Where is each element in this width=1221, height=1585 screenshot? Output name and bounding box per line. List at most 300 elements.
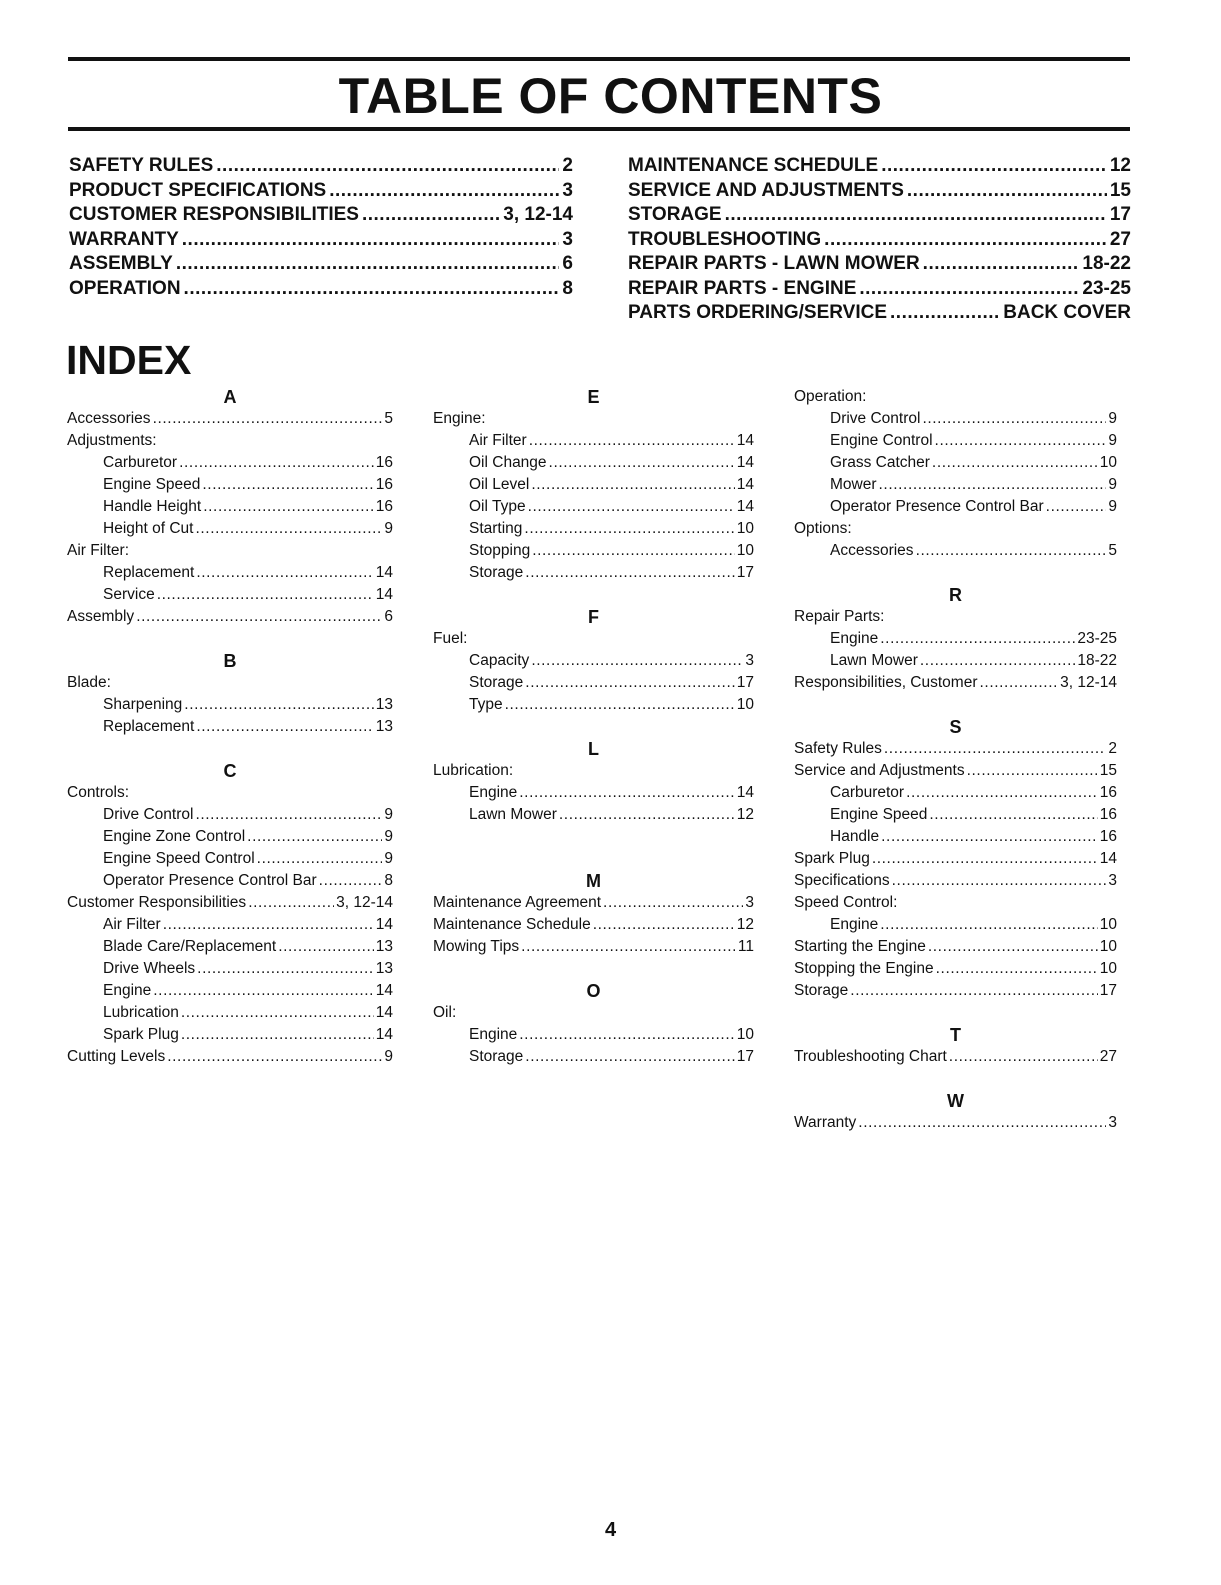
index-subentry: [433, 650, 754, 672]
dot-leader: [519, 1024, 734, 1046]
index-entry-page: 14: [1099, 850, 1117, 867]
index-letter-heading: T: [950, 1025, 961, 1045]
index-entry-page: 10: [1099, 960, 1117, 977]
dot-leader: [949, 1046, 1098, 1068]
dot-leader: [725, 204, 1107, 226]
toc-entry-page: 6: [562, 253, 573, 274]
index-entry-label: Stopping the Engine: [794, 960, 934, 977]
index-subentry: [433, 694, 754, 716]
index-subentry: [67, 804, 393, 826]
index-entry-label: Mowing Tips: [433, 938, 520, 955]
index-group-heading: Speed Control:: [794, 894, 898, 911]
dot-leader: [559, 804, 735, 826]
dot-leader: [329, 180, 559, 202]
index-entry: [794, 760, 1117, 782]
index-entry-page: 13: [375, 696, 393, 713]
toc-entry-page: 2: [562, 155, 573, 176]
dot-leader: [184, 278, 560, 300]
index-letter-heading: B: [223, 651, 237, 671]
dot-leader: [247, 826, 382, 848]
index-entry-label: Engine: [469, 784, 518, 801]
index-group-heading: Fuel:: [433, 630, 468, 647]
index-subentry: [67, 584, 393, 606]
index-entry-label: Lubrication: [103, 1004, 179, 1021]
dot-leader: [603, 892, 743, 914]
index-entry-page: 14: [375, 1004, 393, 1021]
index-entry: [794, 958, 1117, 980]
index-entry-label: Engine Zone Control: [103, 828, 246, 845]
index-entry-label: Accessories: [67, 410, 151, 427]
index-entry-label: Capacity: [469, 652, 530, 669]
index-entry-page: 14: [375, 982, 393, 999]
index-entry-label: Air Filter: [103, 916, 161, 933]
index-entry-label: Handle Height: [103, 498, 202, 515]
dot-leader: [920, 650, 1075, 672]
index-entry-label: Drive Control: [830, 410, 921, 427]
dot-leader: [136, 606, 382, 628]
index-entry-label: Maintenance Schedule: [433, 916, 591, 933]
toc-entry-page: 3: [562, 228, 573, 250]
index-entry-label: Oil Change: [469, 454, 547, 471]
index-subentry: [433, 540, 754, 562]
index-entry: [794, 870, 1117, 892]
index-subentry: [794, 804, 1117, 826]
index-entry-page: 16: [375, 454, 393, 471]
toc-entry-label: SERVICE AND ADJUSTMENTS: [628, 179, 904, 201]
index-subentry: [67, 826, 393, 848]
index-group-heading: Lubrication:: [433, 762, 514, 779]
index-entry-label: Replacement: [103, 718, 195, 735]
toc-entry-label: TROUBLESHOOTING: [628, 228, 822, 250]
index-group-heading: Repair Parts:: [794, 608, 885, 625]
index-entry-page: 14: [375, 586, 393, 603]
index-subentry: [67, 562, 393, 584]
index-spacer: [433, 584, 754, 606]
index-entry-page: 16: [375, 498, 393, 515]
toc-entry-page: 8: [562, 277, 573, 299]
index-subentry: [794, 496, 1117, 518]
index-entry: [67, 892, 393, 914]
index-entry-page: 3: [745, 894, 754, 911]
index-letter-heading: S: [949, 717, 962, 737]
index-entry-page: 14: [736, 476, 754, 493]
index-entry-label: Specifications: [794, 872, 890, 889]
dot-leader: [196, 562, 373, 584]
toc-right-column: [628, 155, 1131, 327]
index-column-3: [794, 386, 1117, 1134]
index-entry-label: Blade Care/Replacement: [103, 938, 277, 955]
index-spacer: [433, 826, 754, 848]
dot-leader: [248, 892, 334, 914]
index-entry-label: Air Filter: [469, 432, 527, 449]
index-entry-label: Engine: [103, 982, 152, 999]
index-entry-label: Maintenance Agreement: [433, 894, 602, 911]
index-entry-page: 13: [375, 938, 393, 955]
index-entry-page: 11: [737, 938, 754, 955]
index-subentry: [433, 562, 754, 584]
index-entry-label: Lawn Mower: [469, 806, 557, 823]
index-entry-page: 13: [375, 718, 393, 735]
index-spacer: [794, 1002, 1117, 1024]
index-subentry: [794, 826, 1117, 848]
index-entry-label: Storage: [469, 564, 524, 581]
dot-leader: [923, 253, 1080, 275]
index-entry: [794, 672, 1117, 694]
dot-leader: [157, 584, 374, 606]
index-entry-label: Service and Adjustments: [794, 762, 965, 779]
index-entry-label: Responsibilities, Customer: [794, 674, 978, 691]
index-letter-heading: F: [588, 607, 599, 627]
index-entry-label: Mower: [830, 476, 877, 493]
dot-leader: [524, 518, 734, 540]
index-entry-page: 14: [375, 916, 393, 933]
index-subentry: [67, 1002, 393, 1024]
index-entry-page: 5: [1108, 542, 1117, 559]
index-spacer: [794, 694, 1117, 716]
index-entry-page: 9: [1108, 432, 1117, 449]
index-entry-label: Service: [103, 586, 155, 603]
index-entry-label: Accessories: [830, 542, 914, 559]
dot-leader: [890, 302, 1000, 324]
dot-leader: [922, 408, 1106, 430]
index-entry-label: Replacement: [103, 564, 195, 581]
index-entry-label: Operator Presence Control Bar: [830, 498, 1044, 515]
index-subentry: [433, 474, 754, 496]
index-subentry: [67, 870, 393, 892]
index-entry-page: 17: [1099, 982, 1117, 999]
index-entry-page: 14: [375, 564, 393, 581]
index-entry-label: Grass Catcher: [830, 454, 930, 471]
dot-leader: [181, 1024, 374, 1046]
index-group-heading: Air Filter:: [67, 542, 129, 559]
toc-entry: [628, 253, 1131, 278]
index-entry-label: Drive Control: [103, 806, 194, 823]
index-subentry: [67, 958, 393, 980]
dot-leader: [184, 694, 373, 716]
index-entry-label: Storage: [794, 982, 849, 999]
index-entry-page: 16: [1099, 784, 1117, 801]
index-entry-page: 16: [1099, 806, 1117, 823]
toc-entry: [69, 180, 573, 205]
index-subentry: [67, 496, 393, 518]
dot-leader: [928, 936, 1098, 958]
dot-leader: [181, 1002, 374, 1024]
dot-leader: [525, 562, 734, 584]
index-entry-label: Spark Plug: [103, 1026, 179, 1043]
index-entry-label: Storage: [469, 674, 524, 691]
dot-leader: [916, 540, 1107, 562]
index-entry-page: 5: [384, 410, 393, 427]
index-subentry: [433, 496, 754, 518]
index-subentry: [67, 1024, 393, 1046]
index-spacer: [794, 1068, 1117, 1090]
index-spacer: [67, 628, 393, 650]
index-entry-page: 6: [384, 608, 393, 625]
toc-entry-page: 3, 12-14: [503, 204, 573, 225]
index-entry-page: 15: [1099, 762, 1117, 779]
dot-leader: [519, 782, 734, 804]
index-letter-heading: A: [223, 387, 237, 407]
dot-leader: [529, 430, 735, 452]
index-subentry: [433, 782, 754, 804]
dot-leader: [153, 980, 373, 1002]
index-entry-page: 10: [736, 520, 754, 537]
index-letter-heading: O: [586, 981, 601, 1001]
index-subentry: [67, 716, 393, 738]
toc-entry: [69, 278, 573, 303]
index-entry: [794, 738, 1117, 760]
dot-leader: [153, 408, 383, 430]
index-entry-page: 16: [1099, 828, 1117, 845]
index-entry-page: 9: [384, 806, 393, 823]
index-subentry: [794, 474, 1117, 496]
index-entry-label: Oil Level: [469, 476, 530, 493]
index-entry-page: 27: [1099, 1048, 1117, 1065]
index-entry-label: Safety Rules: [794, 740, 882, 757]
index-entry: [794, 1112, 1117, 1134]
index-subentry: [67, 936, 393, 958]
dot-leader: [196, 716, 373, 738]
index-subentry: [433, 452, 754, 474]
index-entry-page: 12: [736, 916, 754, 933]
toc-entry-page: 27: [1109, 228, 1131, 250]
index-entry-label: Engine: [469, 1026, 518, 1043]
index-spacer: [433, 716, 754, 738]
index-entry-label: Carburetor: [830, 784, 905, 801]
dot-leader: [521, 936, 736, 958]
index-subentry: [794, 540, 1117, 562]
toc-entry-label: OPERATION: [69, 277, 181, 299]
index-subentry: [433, 1024, 754, 1046]
dot-leader: [362, 204, 500, 226]
index-entry-label: Height of Cut: [103, 520, 194, 537]
index-entry-page: 9: [384, 828, 393, 845]
toc-entry-label: SAFETY RULES: [69, 155, 214, 176]
index-entry-page: 9: [1108, 410, 1117, 427]
index-subentry: [794, 408, 1117, 430]
index-subentry: [433, 672, 754, 694]
dot-leader: [528, 496, 735, 518]
toc-entry: [628, 278, 1131, 303]
bottom-rule: [68, 127, 1130, 131]
dot-leader: [197, 958, 374, 980]
dot-leader: [879, 474, 1107, 496]
index-entry-page: 18-22: [1077, 652, 1117, 669]
dot-leader: [929, 804, 1097, 826]
toc-entry-page: 15: [1109, 179, 1131, 201]
index-group-heading: Options:: [794, 520, 852, 537]
dot-leader: [195, 518, 382, 540]
index-subentry: [433, 430, 754, 452]
dot-leader: [892, 870, 1107, 892]
toc-entry-label: ASSEMBLY: [69, 253, 173, 274]
index-spacer: [67, 738, 393, 760]
dot-leader: [202, 474, 373, 496]
dot-leader: [163, 914, 374, 936]
toc-entry-label: REPAIR PARTS - LAWN MOWER: [628, 253, 920, 274]
toc-entry: [69, 155, 573, 180]
toc-entry-page: 12: [1109, 155, 1131, 176]
toc-entry: [69, 229, 573, 254]
index-group-heading: Adjustments:: [67, 432, 157, 449]
index-entry: [67, 408, 393, 430]
index-entry: [794, 980, 1117, 1002]
index-entry-page: 8: [384, 872, 393, 889]
index-entry-page: 14: [736, 454, 754, 471]
index-entry: [433, 892, 754, 914]
toc-entry-page: 3: [562, 179, 573, 201]
index-entry-page: 2: [1108, 740, 1117, 757]
index-letter-heading: C: [223, 761, 237, 781]
toc-entry: [69, 253, 573, 278]
index-group-heading: Engine:: [433, 410, 486, 427]
index-subentry: [67, 980, 393, 1002]
index-entry-page: 10: [736, 696, 754, 713]
index-subentry: [794, 914, 1117, 936]
dot-leader: [195, 804, 382, 826]
toc-entry-label: CUSTOMER RESPONSIBILITIES: [69, 204, 359, 225]
index-entry-label: Oil Type: [469, 498, 526, 515]
dot-leader: [850, 980, 1097, 1002]
dot-leader: [593, 914, 735, 936]
dot-leader: [980, 672, 1059, 694]
dot-leader: [967, 760, 1098, 782]
index-subentry: [67, 848, 393, 870]
index-entry-page: 17: [736, 1048, 754, 1065]
index-title: INDEX: [66, 337, 192, 383]
index-entry: [794, 848, 1117, 870]
dot-leader: [505, 694, 735, 716]
index-entry-label: Carburetor: [103, 454, 178, 471]
index-subentry: [67, 452, 393, 474]
index-entry-label: Engine: [830, 916, 879, 933]
index-spacer: [794, 562, 1117, 584]
toc-entry-label: STORAGE: [628, 204, 722, 225]
index-group-heading: Oil:: [433, 1004, 457, 1021]
toc-entry-label: REPAIR PARTS - ENGINE: [628, 277, 857, 299]
index-entry-label: Cutting Levels: [67, 1048, 166, 1065]
index-letter-heading: E: [587, 387, 600, 407]
index-entry-label: Stopping: [469, 542, 531, 559]
dot-leader: [872, 848, 1098, 870]
index-group-heading: Operation:: [794, 388, 867, 405]
index-entry-page: 16: [375, 476, 393, 493]
index-entry-page: 10: [736, 1026, 754, 1043]
index-entry-label: Troubleshooting Chart: [794, 1048, 947, 1065]
index-entry: [794, 936, 1117, 958]
index-entry-page: 13: [375, 960, 393, 977]
index-entry-label: Customer Responsibilities: [67, 894, 247, 911]
index-subentry: [794, 452, 1117, 474]
dot-leader: [319, 870, 383, 892]
index-entry: [433, 914, 754, 936]
toc-left-column: [69, 155, 573, 302]
dot-leader: [278, 936, 374, 958]
index-entry-page: 3, 12-14: [336, 894, 393, 911]
dot-leader: [531, 474, 734, 496]
toc-entry: [628, 180, 1131, 205]
dot-leader: [824, 229, 1107, 251]
toc-entry: [628, 155, 1131, 180]
index-entry-page: 23-25: [1077, 630, 1117, 647]
index-entry-page: 10: [736, 542, 754, 559]
toc-entry-label: PRODUCT SPECIFICATIONS: [69, 179, 327, 201]
toc-entry-label: MAINTENANCE SCHEDULE: [628, 155, 879, 176]
dot-leader: [907, 180, 1107, 202]
toc-entry: [628, 302, 1131, 327]
index-entry-label: Assembly: [67, 608, 135, 625]
toc-entry-label: PARTS ORDERING/SERVICE: [628, 302, 888, 323]
index-entry-page: 9: [384, 1048, 393, 1065]
index-entry-label: Type: [469, 696, 503, 713]
index-entry: [67, 1046, 393, 1068]
dot-leader: [549, 452, 735, 474]
index-entry-page: 3: [1108, 1114, 1117, 1131]
index-entry-label: Operator Presence Control Bar: [103, 872, 317, 889]
index-entry-label: Engine Speed: [830, 806, 928, 823]
toc-entry-page: 23-25: [1082, 277, 1131, 299]
index-subentry: [433, 804, 754, 826]
index-letter-heading: W: [947, 1091, 964, 1111]
dot-leader: [525, 672, 734, 694]
index-entry-page: 3, 12-14: [1060, 674, 1117, 691]
index-entry-page: 12: [736, 806, 754, 823]
index-subentry: [794, 782, 1117, 804]
index-entry-page: 14: [736, 498, 754, 515]
index-entry-label: Engine Speed: [103, 476, 201, 493]
toc-entry: [628, 229, 1131, 254]
index-entry-label: Warranty: [794, 1114, 857, 1131]
index-spacer: [433, 958, 754, 980]
top-rule: [68, 57, 1130, 61]
dot-leader: [216, 155, 559, 177]
index-entry-label: Engine Speed Control: [103, 850, 255, 867]
dot-leader: [881, 826, 1098, 848]
toc-entry-page: 17: [1109, 204, 1131, 225]
dot-leader: [858, 1112, 1106, 1134]
index-entry-page: 9: [1108, 476, 1117, 493]
dot-leader: [176, 253, 560, 275]
dot-leader: [881, 155, 1107, 177]
index-subentry: [794, 628, 1117, 650]
index-subentry: [67, 914, 393, 936]
index-entry: [433, 936, 754, 958]
index-entry-page: 17: [736, 564, 754, 581]
toc-title: TABLE OF CONTENTS: [338, 68, 883, 124]
dot-leader: [531, 650, 743, 672]
index-subentry: [67, 474, 393, 496]
dot-leader: [932, 452, 1098, 474]
dot-leader: [936, 958, 1098, 980]
index-entry-label: Engine: [830, 630, 879, 647]
toc-entry-label: WARRANTY: [69, 228, 179, 250]
index-column-1: [67, 386, 393, 1068]
index-subentry: [794, 650, 1117, 672]
index-entry: [67, 606, 393, 628]
index-entry-page: 3: [745, 652, 754, 669]
index-letter-heading: R: [949, 585, 962, 605]
page-number: 4: [604, 1519, 617, 1541]
index-subentry: [67, 694, 393, 716]
dot-leader: [880, 628, 1075, 650]
dot-leader: [884, 738, 1106, 760]
index-entry-page: 3: [1108, 872, 1117, 889]
index-entry-page: 17: [736, 674, 754, 691]
index-entry-label: Starting: [469, 520, 523, 537]
index-group-heading: Controls:: [67, 784, 130, 801]
index-entry-page: 14: [375, 1026, 393, 1043]
dot-leader: [906, 782, 1098, 804]
